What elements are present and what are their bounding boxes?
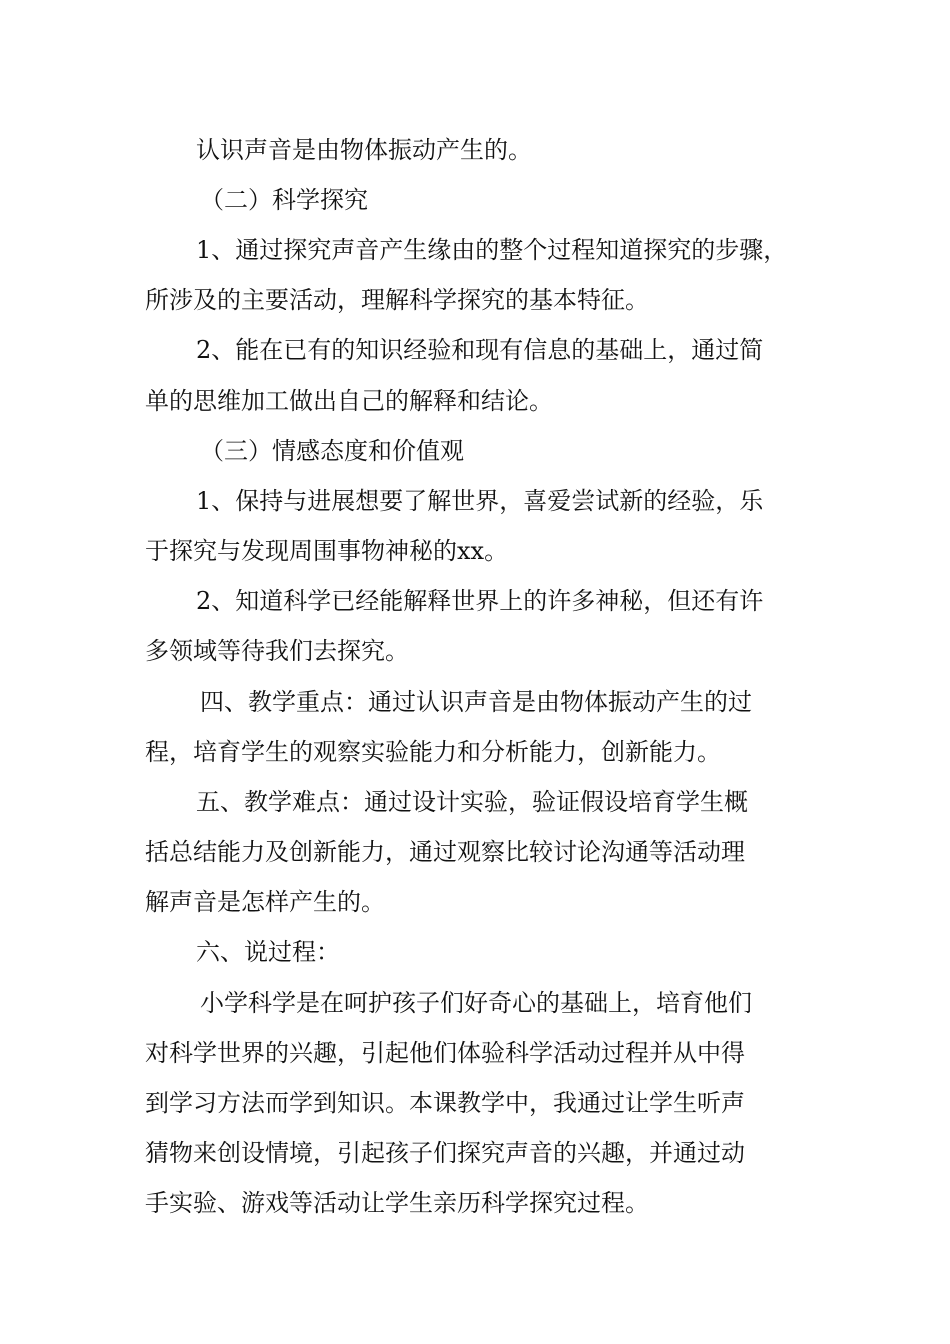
text-line: 猜物来创设情境，引起孩子们探究声音的兴趣，并通过动 (145, 1139, 745, 1167)
text-line: 所涉及的主要活动，理解科学探究的基本特征。 (145, 286, 649, 314)
text-line: 1、通过探究声音产生缘由的整个过程知道探究的步骤， (196, 236, 788, 264)
text-line: 四、教学重点：通过认识声音是由物体振动产生的过 (200, 688, 752, 716)
section-heading: （三）情感态度和价值观 (200, 437, 464, 465)
text-line: 多领域等待我们去探究。 (145, 637, 409, 665)
text-line: 单的思维加工做出自己的解释和结论。 (145, 387, 553, 415)
text-line: 五、教学难点：通过设计实验，验证假设培育学生概 (196, 788, 748, 816)
text-line: 1、保持与进展想要了解世界，喜爱尝试新的经验，乐 (196, 487, 764, 515)
text-line: 2、能在已有的知识经验和现有信息的基础上，通过简 (196, 336, 764, 364)
text-line: 对科学世界的兴趣，引起他们体验科学活动过程并从中得 (145, 1039, 745, 1067)
text-line: 括总结能力及创新能力，通过观察比较讨论沟通等活动理 (145, 838, 745, 866)
text-line: 手实验、游戏等活动让学生亲历科学探究过程。 (145, 1189, 649, 1217)
section-heading: 六、说过程： (196, 938, 340, 966)
text-line: 于探究与发现周围事物神秘的xx。 (145, 537, 509, 565)
text-line: 小学科学是在呵护孩子们好奇心的基础上，培育他们 (200, 989, 752, 1017)
text-line: 程，培育学生的观察实验能力和分析能力，创新能力。 (145, 738, 721, 766)
text-line: 到学习方法而学到知识。本课教学中，我通过让学生听声 (145, 1089, 745, 1117)
text-line: 2、知道科学已经能解释世界上的许多神秘，但还有许 (196, 587, 764, 615)
section-heading: （二）科学探究 (200, 186, 368, 214)
text-line: 认识声音是由物体振动产生的。 (196, 136, 532, 164)
text-line: 解声音是怎样产生的。 (145, 888, 385, 916)
